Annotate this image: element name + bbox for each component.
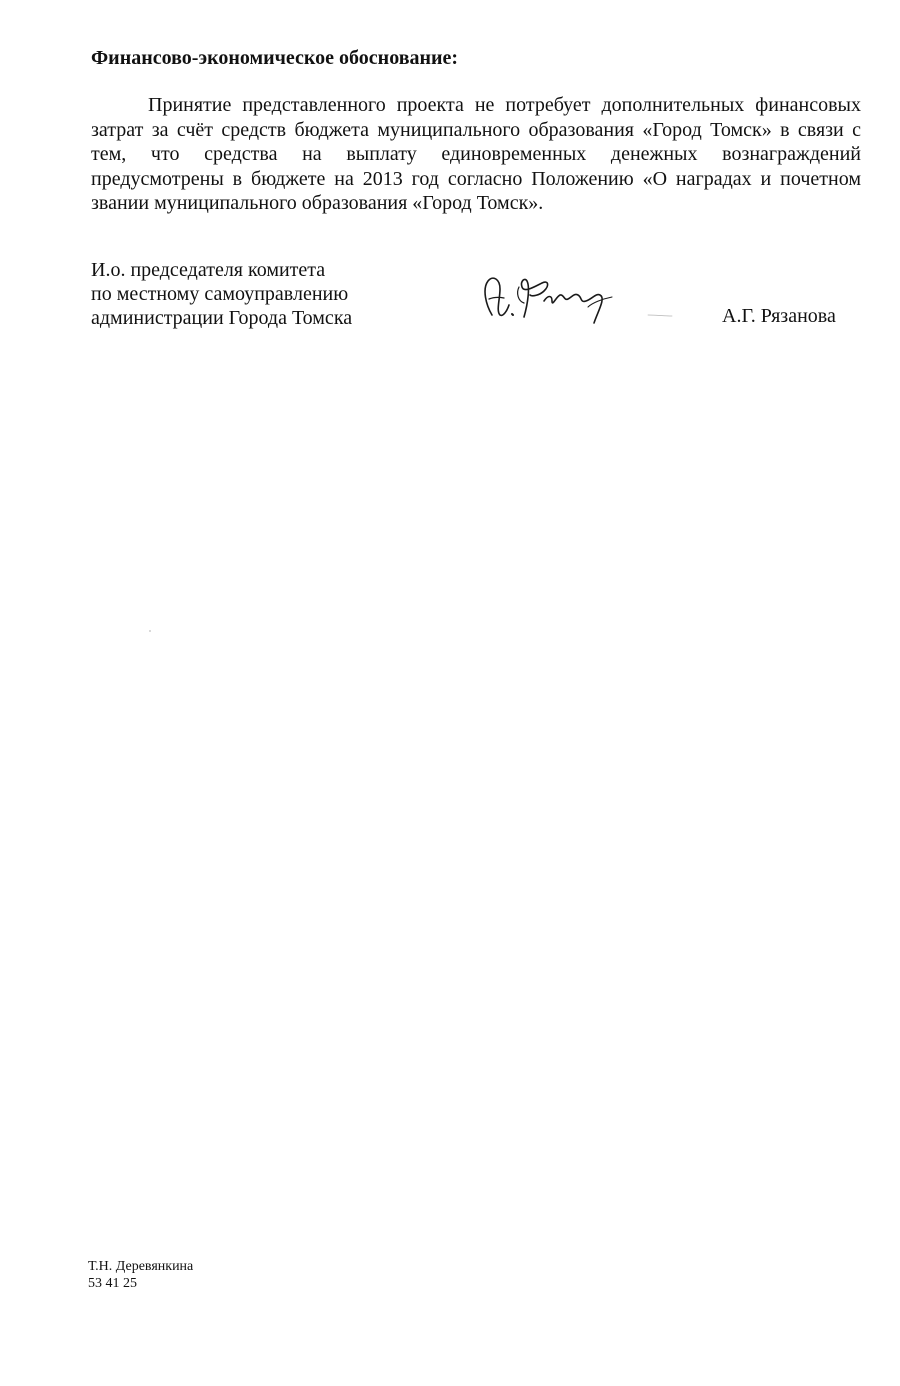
signer-position-line-2: по местному самоуправлению	[91, 283, 349, 305]
handwritten-signature	[472, 267, 682, 335]
signer-position	[91, 258, 352, 330]
executor-phone: 53 41 25	[88, 1276, 137, 1291]
executor-name: Т.Н. Деревянкина	[88, 1259, 194, 1274]
signer-name: А.Г. Рязанова	[722, 305, 836, 327]
executor-footer	[88, 1258, 193, 1292]
signer-position-line-1: И.о. председателя комитета	[91, 259, 326, 281]
section-heading: Финансово-экономическое обоснование:	[91, 47, 459, 69]
signer-position-line-3: администрации Города Томска	[91, 307, 353, 329]
scan-dot	[149, 630, 151, 632]
justification-paragraph: Принятие представленного проекта не потребует дополнительных финансовых затрат за счёт средств бюджета муниципального образования «Город Томск» в связи с тем, что средства на выплату единовременных денежных вознаграждений предусмотрены в бюджете на 2013 год согласно Положению «О наградах и почетном звании муниципального образования «Город Томск».	[91, 94, 861, 214]
